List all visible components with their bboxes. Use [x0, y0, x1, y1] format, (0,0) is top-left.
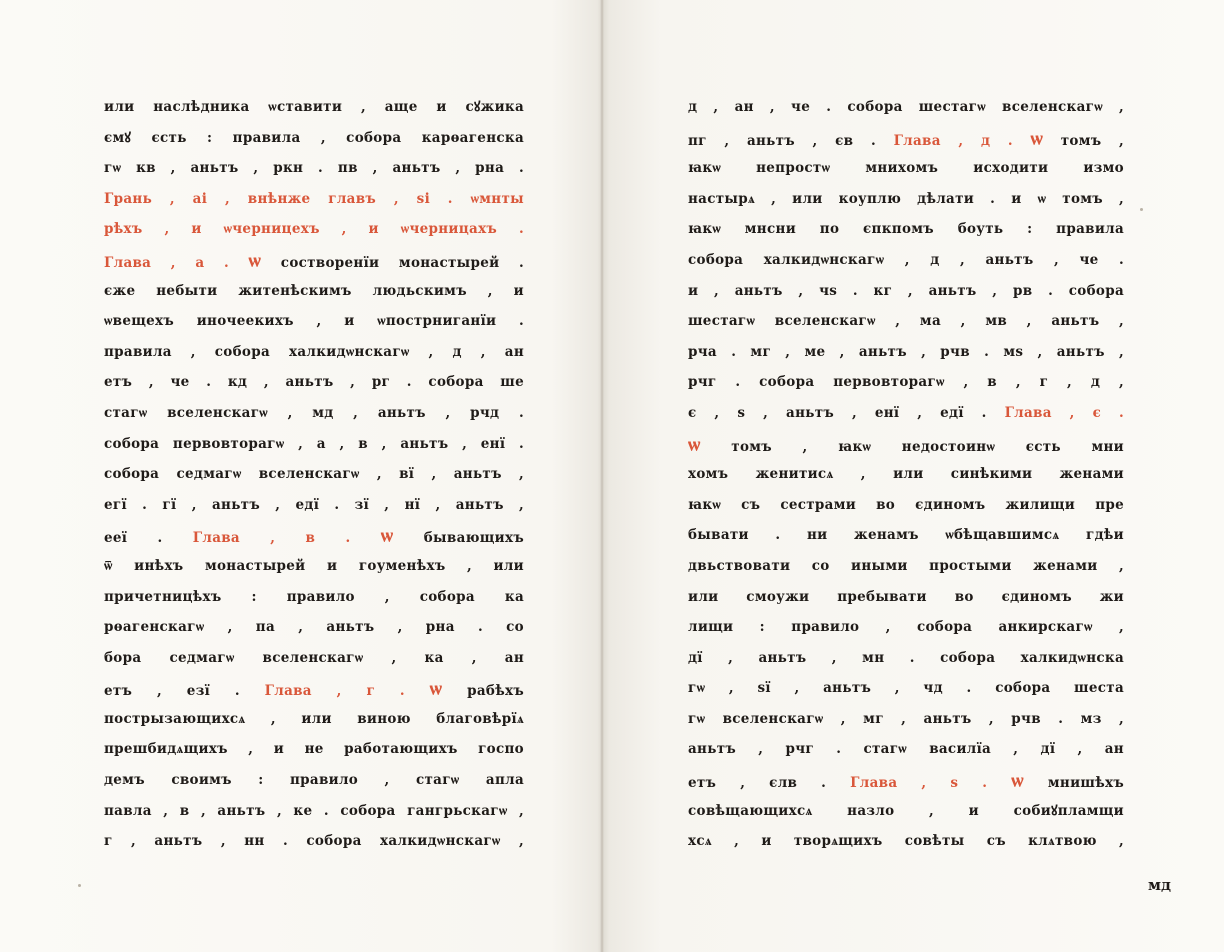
text-line — [104, 582, 524, 613]
line-text: гѡ вселенскагѡ , мг , аньтъ , рчв . мз , — [688, 710, 1124, 727]
text-line — [688, 551, 1124, 582]
text-line — [688, 826, 1124, 857]
text-line — [104, 184, 524, 215]
chapter-heading: Глава , ѕ . — [850, 775, 988, 792]
red-initial: ѡ — [380, 523, 394, 548]
red-initial: ѡ — [429, 676, 443, 701]
line-text: ꙗкѡ мнсни по єпкпомъ боуть : правила — [688, 221, 1124, 238]
folio-number: мд — [1148, 876, 1172, 894]
text-line — [688, 367, 1124, 398]
line-text: аньтъ , рчг . стагѡ василїа , дї , ан — [688, 741, 1124, 758]
line-text: гѡ , ѕї , аньтъ , чд . собора шеста — [688, 680, 1124, 697]
text-line — [104, 826, 524, 857]
left-page-text — [104, 92, 524, 857]
line-text: павла , в , аньтъ , ке . собора гангрьскагѡ , — [104, 802, 524, 819]
text-line — [688, 276, 1124, 307]
text-line — [688, 582, 1124, 613]
line-segment: ееї . — [104, 530, 193, 547]
text-line — [104, 643, 524, 674]
line-text: єже небыти житенѣскимъ людьскимъ , и — [104, 282, 524, 299]
line-text: гѡ кв , аньтъ , ркн . пв , аньтъ , рна . — [104, 160, 524, 177]
text-line — [104, 734, 524, 765]
text-line — [688, 734, 1124, 765]
line-text: или наслѣдника ѡставити , аще и сꙋжика — [104, 99, 524, 115]
text-line — [104, 765, 524, 796]
text-line — [688, 429, 1124, 460]
line-segment: етъ , езї . — [104, 683, 265, 700]
line-text: бывати . ни женамъ ѡбѣщавшимсѧ гдѣи — [688, 527, 1124, 544]
text-line — [688, 520, 1124, 551]
line-segment: рабѣхъ — [442, 683, 524, 700]
book-gutter — [600, 0, 604, 952]
text-line — [104, 520, 524, 551]
text-line — [688, 306, 1124, 337]
line-text: ѡвещехъ иночеекихъ , и ѡпострниганїи . — [104, 313, 524, 330]
line-text: рча . мг , ме , аньтъ , рчв . мѕ , аньтъ , — [688, 343, 1124, 360]
rubric-line: Грань , аі , внѣнже главъ , ѕі . ѡмнты — [104, 190, 524, 207]
line-text: собора седмагѡ вселенскагѡ , вї , аньтъ , — [104, 466, 524, 483]
line-text: ємꙋ єсть : правила , собора карѳагенска — [104, 129, 524, 146]
text-line — [104, 673, 524, 704]
line-segment: состворенїи монастырей . — [261, 254, 524, 271]
chapter-heading: Глава , в . — [192, 530, 351, 547]
text-line — [104, 306, 524, 337]
line-text: причетницѣхъ : правило , собора ка — [104, 588, 524, 605]
text-line — [688, 214, 1124, 245]
text-line — [688, 490, 1124, 521]
line-segment: мнишѣхъ — [1023, 775, 1124, 792]
paper-speck — [1140, 208, 1143, 211]
text-line — [688, 184, 1124, 215]
text-line — [688, 92, 1124, 123]
line-segment: пг , аньтъ , єв . — [688, 132, 894, 149]
line-text: бора седмагѡ вселенскагѡ , ка , ан — [104, 649, 524, 666]
text-line — [104, 245, 524, 276]
text-line — [104, 337, 524, 368]
line-segment: томъ , ꙗкѡ недостоинѡ єсть мни — [700, 438, 1124, 455]
chapter-heading: Глава , д . — [893, 132, 1013, 149]
text-line — [688, 765, 1124, 796]
text-line — [688, 643, 1124, 674]
chapter-heading: Глава , г . — [264, 683, 405, 700]
text-line — [688, 123, 1124, 154]
text-line — [104, 153, 524, 184]
line-text: дї , аньтъ , мн . собора халкидѡнска — [688, 649, 1124, 666]
text-line — [688, 673, 1124, 704]
line-text: етъ , че . кд , аньтъ , рг . собора ше — [104, 374, 524, 391]
text-line — [688, 796, 1124, 827]
line-text: демъ своимъ : правило , стагѡ апла — [104, 772, 524, 789]
line-segment: бывающихъ — [393, 530, 524, 547]
rubric-line: рѣхъ , и ѡчерницехъ , и ѡчерницахъ . — [104, 221, 524, 238]
line-text: собора первовторагѡ , а , в , аньтъ , енї . — [104, 435, 524, 452]
line-segment: є , ѕ , аньтъ , енї , едї . — [688, 404, 1005, 421]
line-text: рчг . собора первовторагѡ , в , г , д , — [688, 374, 1124, 391]
red-initial: ѡ — [1011, 768, 1024, 793]
line-text: правила , собора халкидѡнскагѡ , д , ан — [104, 343, 524, 360]
line-segment: етъ , єлв . — [688, 775, 851, 792]
line-text: стагѡ вселенскагѡ , мд , аньтъ , рчд . — [104, 404, 524, 421]
line-text: пострызающихсѧ , или виною благовѣрїѧ — [104, 710, 524, 727]
paper-speck — [78, 884, 81, 887]
chapter-heading: Глава , є . — [1004, 404, 1124, 421]
text-line — [104, 459, 524, 490]
text-line — [688, 459, 1124, 490]
text-line — [104, 367, 524, 398]
line-text: собора халкидѡнскагѡ , д , аньтъ , че . — [688, 251, 1124, 268]
chapter-heading: Глава , а . — [104, 254, 229, 271]
text-line — [104, 276, 524, 307]
line-text: совѣщающихсѧ назло , и собиꙋпламщи — [688, 802, 1124, 819]
line-text: г , аньтъ , нн . собора халкидѡнскагѡ , — [104, 833, 524, 850]
line-text: двьствовати со иными простыми женами , — [688, 557, 1124, 574]
line-text: ѿ инѣхъ монастырей и гоуменѣхъ , или — [104, 557, 524, 574]
text-line — [104, 551, 524, 582]
line-text: и , аньтъ , чѕ . кг , аньтъ , рв . собора — [688, 282, 1124, 299]
text-line — [104, 398, 524, 429]
red-initial: ѡ — [688, 431, 701, 456]
line-text: ꙗкѡ съ сестрами во єдиномъ жилищи пре — [688, 496, 1124, 513]
text-line — [104, 92, 524, 123]
text-line — [104, 612, 524, 643]
text-line — [688, 153, 1124, 184]
line-text: хомъ женитисѧ , или синѣкими женами — [688, 466, 1124, 483]
red-initial: ѡ — [248, 247, 262, 272]
line-text: рѳагенскагѡ , па , аньтъ , рна . со — [104, 619, 524, 636]
text-line — [104, 704, 524, 735]
text-line — [104, 796, 524, 827]
text-line — [688, 612, 1124, 643]
line-text: настырѧ , или коуплю дѣлати . и ѡ томъ , — [688, 190, 1124, 207]
line-segment: томъ , — [1043, 132, 1124, 149]
text-line — [688, 398, 1124, 429]
text-line — [104, 429, 524, 460]
text-line — [688, 245, 1124, 276]
line-text: лищи : правило , собора анкирскагѡ , — [688, 619, 1124, 636]
line-text: ꙗкѡ непростѡ мнихомъ исходити измо — [688, 160, 1124, 177]
text-line — [104, 214, 524, 245]
line-text: хсѧ , и творѧщихъ совѣты съ клѧтвою , — [688, 833, 1124, 850]
text-line — [688, 337, 1124, 368]
line-text: шестагѡ вселенскагѡ , ма , мв , аньтъ , — [688, 313, 1124, 330]
right-page-text — [688, 92, 1124, 857]
line-text: прешбидѧщихъ , и не работающихъ госпо — [104, 741, 524, 758]
red-initial: ѡ — [1030, 125, 1044, 150]
text-line — [104, 123, 524, 154]
text-line — [104, 490, 524, 521]
text-line — [688, 704, 1124, 735]
line-text: или смоужи пребывати во єдиномъ жи — [688, 588, 1124, 605]
line-text: егї . гї , аньтъ , едї . зї , нї , аньтъ , — [104, 496, 524, 513]
line-text: д , ан , че . собора шестагѡ вселенскагѡ , — [688, 99, 1124, 115]
